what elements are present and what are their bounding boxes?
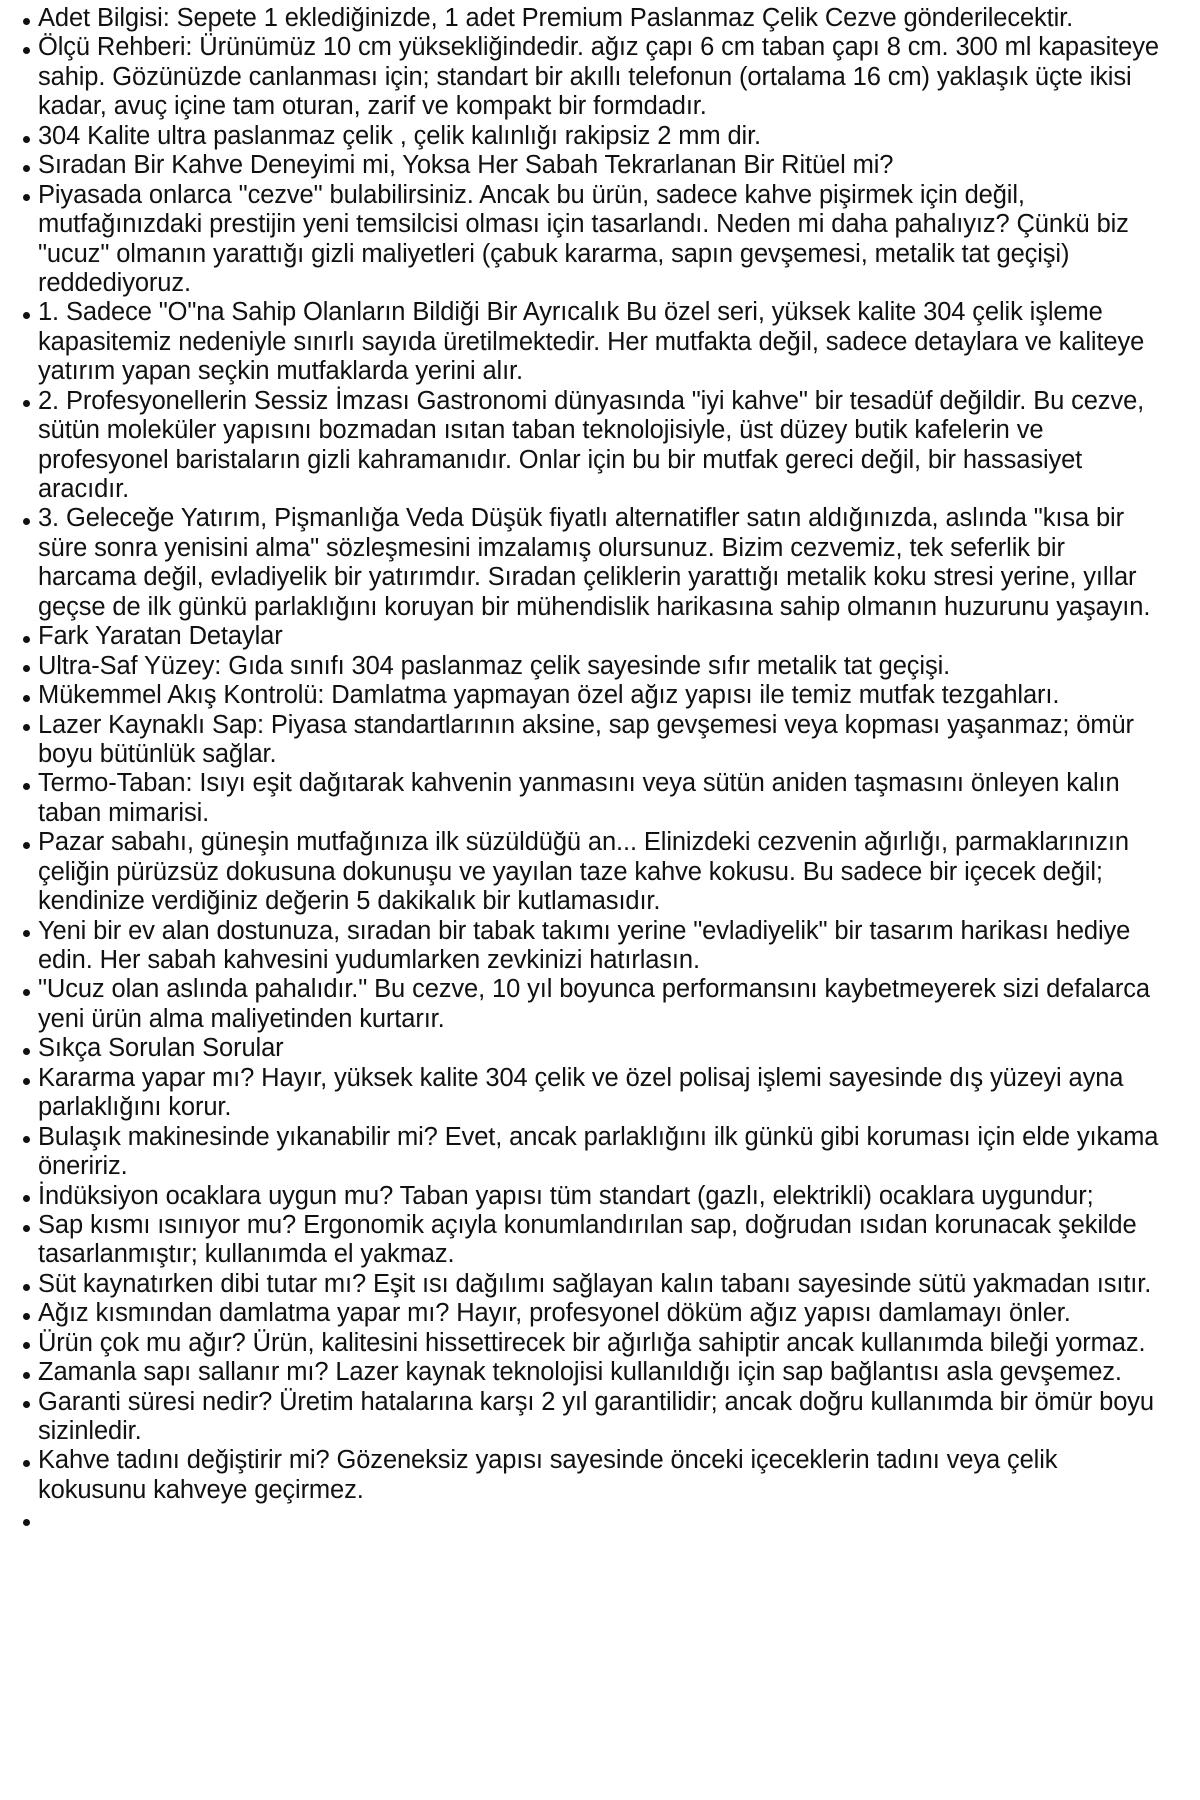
list-item: 2. Profesyonellerin Sessiz İmzası Gastronomi dünyasında "iyi kahve" bir tesadüf değildir. Bu cezve, sütün moleküler yapısını bozmadan ısıtan taban teknolojisiyle, üst düzey butik kafelerin ve profesyonel baristaların gizli kahramanıdır. Onlar için bu bir mutfak gereci değil, bir hassasiyet aracıdır. xyxy=(0,387,1182,505)
list-item: Adet Bilgisi: Sepete 1 eklediğinizde, 1 adet Premium Paslanmaz Çelik Cezve gönderilecektir. xyxy=(0,4,1182,33)
product-description-bullet-list xyxy=(0,4,1182,1531)
list-item: Lazer Kaynaklı Sap: Piyasa standartlarının aksine, sap gevşemesi veya kopması yaşanmaz; ömür boyu bütünlük sağlar. xyxy=(0,711,1182,770)
list-item: 1. Sadece "O"na Sahip Olanların Bildiği Bir Ayrıcalık Bu özel seri, yüksek kalite 304 çelik işleme kapasitemiz nedeniyle sınırlı sayıda üretilmektedir. Her mutfakta değil, sadece detaylara ve kaliteye yatırım yapan seçkin mutfaklarda yerini alır. xyxy=(0,298,1182,386)
list-item: 3. Geleceğe Yatırım, Pişmanlığa Veda Düşük fiyatlı alternatifler satın aldığınızda, aslında "kısa bir süre sonra yenisini alma" sözleşmesini imzalamış olursunuz. Bizim cezvemiz, tek seferlik bir harcama değil, evladiyelik bir yatırımdır. Sıradan çeliklerin yarattığı metalik koku stresi yerine, yıllar geçse de ilk günkü parlaklığını koruyan bir mühendislik harikasına sahip olmanın huzurunu yaşayın. xyxy=(0,504,1182,622)
list-item: Termo-Taban: Isıyı eşit dağıtarak kahvenin yanmasını veya sütün aniden taşmasını önleyen kalın taban mimarisi. xyxy=(0,769,1182,828)
list-item: Pazar sabahı, güneşin mutfağınıza ilk süzüldüğü an... Elinizdeki cezvenin ağırlığı, parmaklarınızın çeliğin pürüzsüz dokusuna dokunuşu ve yayılan taze kahve kokusu. Bu sadece bir içecek değil; kendinize verdiğiniz değerin 5 dakikalık bir kutlamasıdır. xyxy=(0,828,1182,916)
list-item: Kahve tadını değiştirir mi? Gözeneksiz yapısı sayesinde önceki içeceklerin tadını veya çelik kokusunu kahveye geçirmez. xyxy=(0,1446,1182,1505)
list-item: Sıkça Sorulan Sorular xyxy=(0,1034,1182,1063)
list-item xyxy=(0,1505,1182,1531)
list-item: Mükemmel Akış Kontrolü: Damlatma yapmayan özel ağız yapısı ile temiz mutfak tezgahları. xyxy=(0,681,1182,710)
list-item: Kararma yapar mı? Hayır, yüksek kalite 304 çelik ve özel polisaj işlemi sayesinde dış yüzeyi ayna parlaklığını korur. xyxy=(0,1064,1182,1123)
list-item: Piyasada onlarca "cezve" bulabilirsiniz. Ancak bu ürün, sadece kahve pişirmek için değil, mutfağınızdaki prestijin yeni temsilcisi olması için tasarlandı. Neden mi daha pahalıyız? Çünkü biz "ucuz" olmanın yarattığı gizli maliyetleri (çabuk kararma, sapın gevşemesi, metalik tat geçişi) reddediyoruz. xyxy=(0,181,1182,299)
list-item: Ürün çok mu ağır? Ürün, kalitesini hissettirecek bir ağırlığa sahiptir ancak kullanımda bileği yormaz. xyxy=(0,1329,1182,1358)
list-item: Fark Yaratan Detaylar xyxy=(0,622,1182,651)
list-item: Ağız kısmından damlatma yapar mı? Hayır, profesyonel döküm ağız yapısı damlamayı önler. xyxy=(0,1299,1182,1328)
list-item: Sap kısmı ısınıyor mu? Ergonomik açıyla konumlandırılan sap, doğrudan ısıdan korunacak şekilde tasarlanmıştır; kullanımda el yakmaz. xyxy=(0,1211,1182,1270)
list-item: "Ucuz olan aslında pahalıdır." Bu cezve, 10 yıl boyunca performansını kaybetmeyerek sizi defalarca yeni ürün alma maliyetinden kurtarır. xyxy=(0,975,1182,1034)
list-item: Zamanla sapı sallanır mı? Lazer kaynak teknolojisi kullanıldığı için sap bağlantısı asla gevşemez. xyxy=(0,1358,1182,1387)
list-item: Ultra-Saf Yüzey: Gıda sınıfı 304 paslanmaz çelik sayesinde sıfır metalik tat geçişi. xyxy=(0,652,1182,681)
list-item: İndüksiyon ocaklara uygun mu? Taban yapısı tüm standart (gazlı, elektrikli) ocaklara uygundur; xyxy=(0,1182,1182,1211)
list-item: 304 Kalite ultra paslanmaz çelik , çelik kalınlığı rakipsiz 2 mm dir. xyxy=(0,122,1182,151)
list-item: Bulaşık makinesinde yıkanabilir mi? Evet, ancak parlaklığını ilk günkü gibi koruması için elde yıkama öneririz. xyxy=(0,1123,1182,1182)
list-item: Sıradan Bir Kahve Deneyimi mi, Yoksa Her Sabah Tekrarlanan Bir Ritüel mi? xyxy=(0,151,1182,180)
list-item: Süt kaynatırken dibi tutar mı? Eşit ısı dağılımı sağlayan kalın tabanı sayesinde sütü yakmadan ısıtır. xyxy=(0,1270,1182,1299)
list-item: Yeni bir ev alan dostunuza, sıradan bir tabak takımı yerine "evladiyelik" bir tasarım harikası hediye edin. Her sabah kahvesini yudumlarken zevkinizi hatırlasın. xyxy=(0,917,1182,976)
list-item: Garanti süresi nedir? Üretim hatalarına karşı 2 yıl garantilidir; ancak doğru kullanımda bir ömür boyu sizinledir. xyxy=(0,1388,1182,1447)
list-item: Ölçü Rehberi: Ürünümüz 10 cm yüksekliğindedir. ağız çapı 6 cm taban çapı 8 cm. 300 ml kapasiteye sahip. Gözünüzde canlanması için; standart bir akıllı telefonun (ortalama 16 cm) yaklaşık üçte ikisi kadar, avuç içine tam oturan, zarif ve kompakt bir formdadır. xyxy=(0,33,1182,121)
